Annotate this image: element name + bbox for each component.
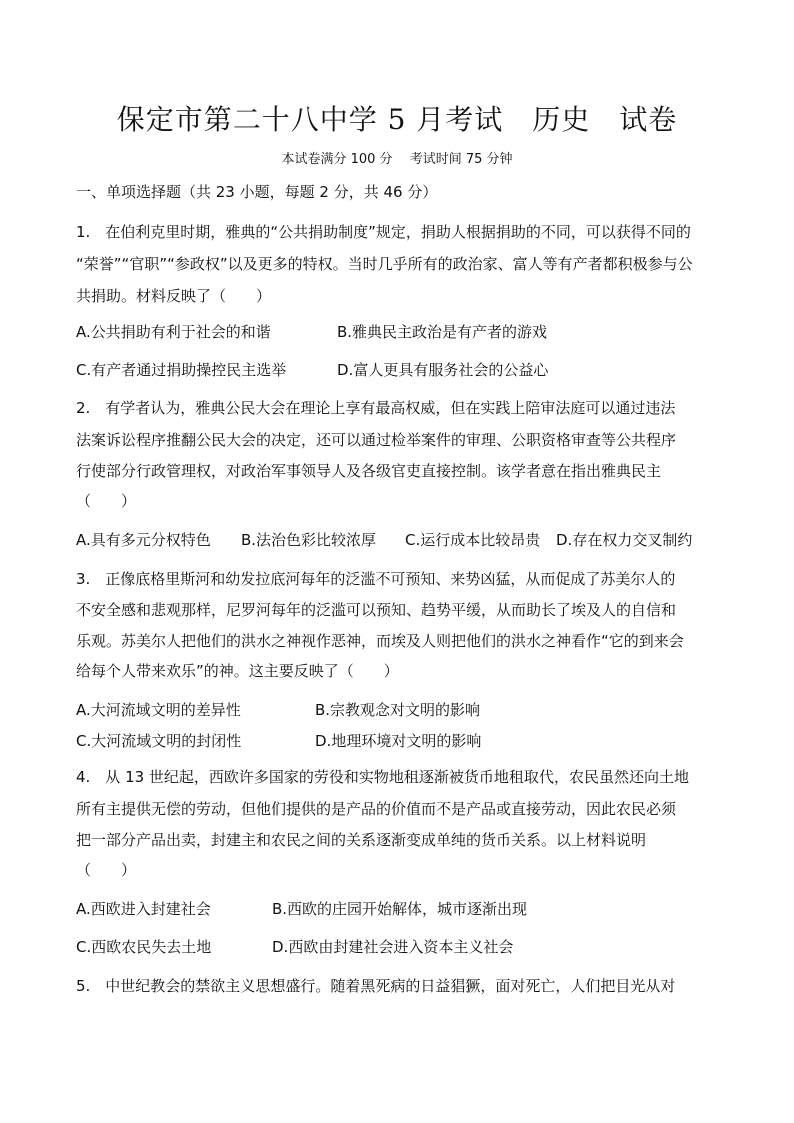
exam-info: 本试卷满分 100 分 考试时间 75 分钟 [281, 152, 513, 167]
question-2-line-1: 2. 有学者认为，雅典公民大会在理论上享有最高权威，但在实践上陪审法庭可以通过违法 [76, 399, 676, 417]
question-3-option-b[interactable]: B.宗教观念对文明的影响 [315, 701, 481, 719]
question-2-option-b[interactable]: B.法治色彩比较浓厚 [241, 531, 377, 549]
question-2-option-d[interactable]: D.存在权力交叉制约 [556, 531, 693, 549]
question-4-option-b[interactable]: B.西欧的庄园开始解体，城市逐渐出现 [272, 900, 528, 918]
question-3-option-a[interactable]: A.大河流域文明的差异性 [76, 701, 241, 719]
question-4-line-4: （ ） [76, 861, 137, 879]
question-2-option-a[interactable]: A.具有多元分权特色 [76, 531, 211, 549]
question-4-line-3: 把一部分产品出卖，封建主和农民之间的关系逐渐变成单纯的货币关系。以上材料说明 [76, 831, 647, 849]
question-4-option-c[interactable]: C.西欧农民失去土地 [76, 938, 212, 956]
question-1-option-c[interactable]: C.有产者通过捐助操控民主选举 [76, 361, 287, 379]
question-3-line-2: 不安全感和悲观那样，尼罗河每年的泛滥可以预知、趋势平缓，从而助长了埃及人的自信和 [76, 601, 677, 619]
question-2-line-4: （ ） [76, 492, 137, 510]
question-4-line-2: 所有主提供无偿的劳动，但他们提供的是产品的价值而不是产品或直接劳动，因此农民必须 [76, 800, 677, 818]
question-1-option-d[interactable]: D.富人更具有服务社会的公益心 [337, 361, 549, 379]
question-3-option-c[interactable]: C.大河流域文明的封闭性 [76, 732, 242, 750]
question-3-line-3: 乐观。苏美尔人把他们的洪水之神视作恶神，而埃及人则把他们的洪水之神看作“它的到来会 [76, 632, 684, 650]
question-3-line-1: 3. 正像底格里斯河和幼发拉底河每年的泛滥不可预知、来势凶猛，从而促成了苏美尔人的 [76, 570, 676, 588]
question-4-option-d[interactable]: D.西欧由封建社会进入资本主义社会 [272, 938, 514, 956]
question-1-line-1: 1. 在伯利克里时期，雅典的“公共捐助制度”规定，捐助人根据捐助的不同，可以获得不同的 [76, 223, 691, 241]
question-2-line-2: 法案诉讼程序推翻公民大会的决定，还可以通过检举案件的审理、公职资格审查等公共程序 [76, 431, 677, 449]
question-4-option-a[interactable]: A.西欧进入封建社会 [76, 900, 211, 918]
section-heading: 一、单项选择题（共 23 小题，每题 2 分，共 46 分） [76, 183, 438, 201]
question-4-line-1: 4. 从 13 世纪起，西欧许多国家的劳役和实物地租逐渐被货币地租取代，农民虽然还向土地 [76, 768, 689, 786]
question-1-line-3: 共捐助。材料反映了（ ） [76, 287, 272, 305]
question-1-option-b[interactable]: B.雅典民主政治是有产者的游戏 [337, 323, 548, 341]
question-5-line-1: 5. 中世纪教会的禁欲主义思想盛行。随着黑死病的日益猖獗，面对死亡，人们把目光从对 [76, 977, 676, 995]
question-1-line-2: “荣誉”“官职”“参政权”以及更多的特权。当时几乎所有的政治家、富人等有产者都积极参与公 [76, 255, 693, 273]
page-title: 保定市第二十八中学 5 月考试 历史 试卷 [116, 103, 678, 136]
question-3-option-d[interactable]: D.地理环境对文明的影响 [315, 732, 482, 750]
question-2-line-3: 行使部分行政管理权，对政治军事领导人及各级官吏直接控制。该学者意在指出雅典民主 [76, 462, 662, 480]
question-2-option-c[interactable]: C.运行成本比较昂贵 [405, 531, 541, 549]
question-3-line-4: 给每个人带来欢乐”的神。这主要反映了（ ） [76, 662, 399, 680]
question-1-option-a[interactable]: A.公共捐助有利于社会的和谐 [76, 323, 271, 341]
